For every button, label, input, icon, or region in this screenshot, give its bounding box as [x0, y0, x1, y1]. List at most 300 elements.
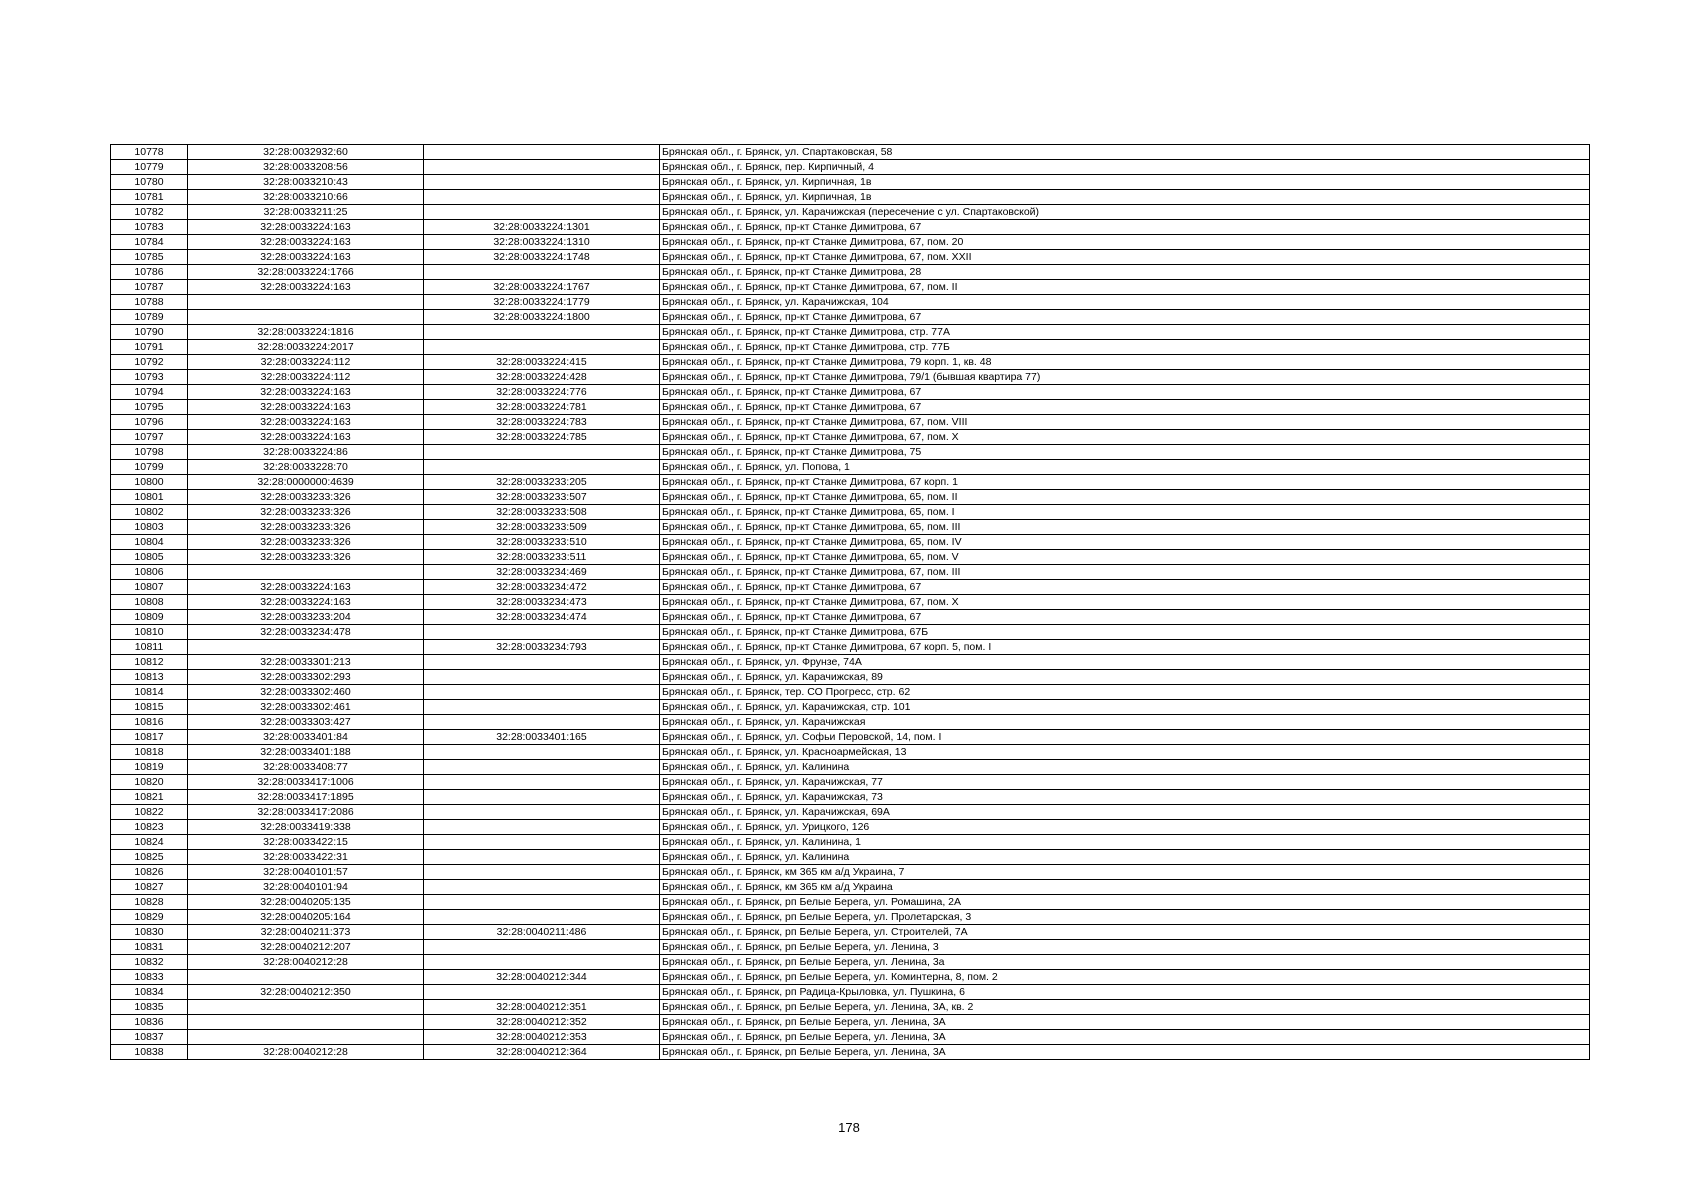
sub-object-cadastral-number-cell: [424, 700, 660, 715]
table-row: [111, 685, 1590, 700]
address-cell: Брянская обл., г. Брянск, пр-кт Станке Димитрова, 67: [660, 220, 1590, 235]
table-row: [111, 370, 1590, 385]
row-number-cell: 10798: [111, 445, 188, 460]
sub-object-cadastral-number-cell: [424, 685, 660, 700]
sub-object-cadastral-number-cell: [424, 805, 660, 820]
row-number-cell: 10778: [111, 145, 188, 160]
row-number-cell: 10786: [111, 265, 188, 280]
sub-object-cadastral-number-cell: 32:28:0033233:510: [424, 535, 660, 550]
row-number-cell: 10826: [111, 865, 188, 880]
table-row: [111, 265, 1590, 280]
table-row: [111, 880, 1590, 895]
cadastral-number-cell: 32:28:0033210:43: [188, 175, 424, 190]
cadastral-number-cell: 32:28:0033224:163: [188, 280, 424, 295]
cadastral-number-cell: 32:28:0033224:163: [188, 400, 424, 415]
sub-object-cadastral-number-cell: [424, 760, 660, 775]
row-number-cell: 10808: [111, 595, 188, 610]
cadastral-number-cell: 32:28:0033401:84: [188, 730, 424, 745]
table-row: [111, 325, 1590, 340]
row-number-cell: 10780: [111, 175, 188, 190]
registry-table: [110, 144, 1590, 1060]
sub-object-cadastral-number-cell: 32:28:0033233:511: [424, 550, 660, 565]
address-cell: Брянская обл., г. Брянск, пр-кт Станке Димитрова, 67: [660, 385, 1590, 400]
row-number-cell: 10819: [111, 760, 188, 775]
sub-object-cadastral-number-cell: [424, 715, 660, 730]
table-row: [111, 280, 1590, 295]
cadastral-number-cell: 32:28:0033224:1766: [188, 265, 424, 280]
cadastral-number-cell: 32:28:0040212:350: [188, 985, 424, 1000]
cadastral-number-cell: [188, 640, 424, 655]
address-cell: Брянская обл., г. Брянск, пр-кт Станке Димитрова, 67: [660, 610, 1590, 625]
row-number-cell: 10787: [111, 280, 188, 295]
table-row: [111, 655, 1590, 670]
cadastral-number-cell: 32:28:0040212:28: [188, 1045, 424, 1060]
cadastral-number-cell: 32:28:0033224:163: [188, 220, 424, 235]
address-cell: Брянская обл., г. Брянск, ул. Карачижская, стр. 101: [660, 700, 1590, 715]
table-row: [111, 1000, 1590, 1015]
sub-object-cadastral-number-cell: 32:28:0033224:785: [424, 430, 660, 445]
cadastral-number-cell: 32:28:0033211:25: [188, 205, 424, 220]
address-cell: Брянская обл., г. Брянск, км 365 км а/д Украина, 7: [660, 865, 1590, 880]
address-cell: Брянская обл., г. Брянск, пр-кт Станке Димитрова, 75: [660, 445, 1590, 460]
sub-object-cadastral-number-cell: 32:28:0033224:1767: [424, 280, 660, 295]
sub-object-cadastral-number-cell: [424, 745, 660, 760]
table-row: [111, 310, 1590, 325]
row-number-cell: 10834: [111, 985, 188, 1000]
cadastral-number-cell: 32:28:0033419:338: [188, 820, 424, 835]
address-cell: Брянская обл., г. Брянск, пр-кт Станке Димитрова, 67Б: [660, 625, 1590, 640]
sub-object-cadastral-number-cell: 32:28:0040211:486: [424, 925, 660, 940]
address-cell: Брянская обл., г. Брянск, пр-кт Станке Димитрова, 67, пом. II: [660, 280, 1590, 295]
address-cell: Брянская обл., г. Брянск, км 365 км а/д Украина: [660, 880, 1590, 895]
table-row: [111, 475, 1590, 490]
table-row: [111, 595, 1590, 610]
address-cell: Брянская обл., г. Брянск, пр-кт Станке Димитрова, 67: [660, 310, 1590, 325]
cadastral-number-cell: 32:28:0033208:56: [188, 160, 424, 175]
sub-object-cadastral-number-cell: [424, 985, 660, 1000]
row-number-cell: 10835: [111, 1000, 188, 1015]
row-number-cell: 10794: [111, 385, 188, 400]
row-number-cell: 10837: [111, 1030, 188, 1045]
address-cell: Брянская обл., г. Брянск, пр-кт Станке Димитрова, 28: [660, 265, 1590, 280]
address-cell: Брянская обл., г. Брянск, рп Белые Берега, ул. Ленина, 3а: [660, 955, 1590, 970]
address-cell: Брянская обл., г. Брянск, ул. Карачижская, 73: [660, 790, 1590, 805]
address-cell: Брянская обл., г. Брянск, ул. Калинина: [660, 760, 1590, 775]
row-number-cell: 10811: [111, 640, 188, 655]
sub-object-cadastral-number-cell: 32:28:0033224:428: [424, 370, 660, 385]
cadastral-number-cell: 32:28:0040212:28: [188, 955, 424, 970]
row-number-cell: 10814: [111, 685, 188, 700]
row-number-cell: 10807: [111, 580, 188, 595]
cadastral-number-cell: 32:28:0033224:86: [188, 445, 424, 460]
table-row: [111, 505, 1590, 520]
address-cell: Брянская обл., г. Брянск, ул. Карачижская, 104: [660, 295, 1590, 310]
sub-object-cadastral-number-cell: [424, 670, 660, 685]
sub-object-cadastral-number-cell: [424, 910, 660, 925]
sub-object-cadastral-number-cell: [424, 160, 660, 175]
address-cell: Брянская обл., г. Брянск, ул. Урицкого, 126: [660, 820, 1590, 835]
sub-object-cadastral-number-cell: [424, 865, 660, 880]
sub-object-cadastral-number-cell: [424, 340, 660, 355]
sub-object-cadastral-number-cell: [424, 790, 660, 805]
row-number-cell: 10824: [111, 835, 188, 850]
sub-object-cadastral-number-cell: [424, 835, 660, 850]
cadastral-number-cell: 32:28:0033233:326: [188, 535, 424, 550]
address-cell: Брянская обл., г. Брянск, пр-кт Станке Димитрова, 67, пом. X: [660, 595, 1590, 610]
address-cell: Брянская обл., г. Брянск, рп Белые Берега, ул. Ромашина, 2А: [660, 895, 1590, 910]
table-row: [111, 790, 1590, 805]
cadastral-number-cell: 32:28:0033233:326: [188, 505, 424, 520]
row-number-cell: 10831: [111, 940, 188, 955]
cadastral-number-cell: 32:28:0033303:427: [188, 715, 424, 730]
table-row: [111, 985, 1590, 1000]
cadastral-number-cell: 32:28:0033417:2086: [188, 805, 424, 820]
address-cell: Брянская обл., г. Брянск, ул. Попова, 1: [660, 460, 1590, 475]
row-number-cell: 10810: [111, 625, 188, 640]
address-cell: Брянская обл., г. Брянск, пр-кт Станке Димитрова, 79/1 (бывшая квартира 77): [660, 370, 1590, 385]
row-number-cell: 10800: [111, 475, 188, 490]
cadastral-number-cell: 32:28:0033224:163: [188, 430, 424, 445]
sub-object-cadastral-number-cell: [424, 625, 660, 640]
cadastral-number-cell: 32:28:0033224:163: [188, 415, 424, 430]
table-row: [111, 670, 1590, 685]
row-number-cell: 10779: [111, 160, 188, 175]
sub-object-cadastral-number-cell: 32:28:0040212:351: [424, 1000, 660, 1015]
table-row: [111, 730, 1590, 745]
address-cell: Брянская обл., г. Брянск, пр-кт Станке Димитрова, 67: [660, 400, 1590, 415]
sub-object-cadastral-number-cell: [424, 820, 660, 835]
cadastral-number-cell: [188, 295, 424, 310]
row-number-cell: 10818: [111, 745, 188, 760]
table-row: [111, 1030, 1590, 1045]
cadastral-number-cell: 32:28:0033224:163: [188, 385, 424, 400]
address-cell: Брянская обл., г. Брянск, пр-кт Станке Димитрова, 65, пом. I: [660, 505, 1590, 520]
registry-table-body: [111, 145, 1590, 1060]
table-row: [111, 760, 1590, 775]
table-row: [111, 145, 1590, 160]
table-row: [111, 925, 1590, 940]
cadastral-number-cell: 32:28:0040205:164: [188, 910, 424, 925]
cadastral-number-cell: 32:28:0040101:57: [188, 865, 424, 880]
cadastral-number-cell: [188, 970, 424, 985]
address-cell: Брянская обл., г. Брянск, пр-кт Станке Димитрова, 67 корп. 5, пом. I: [660, 640, 1590, 655]
table-row: [111, 565, 1590, 580]
address-cell: Брянская обл., г. Брянск, пр-кт Станке Димитрова, 67, пом. X: [660, 430, 1590, 445]
address-cell: Брянская обл., г. Брянск, ул. Калинина: [660, 850, 1590, 865]
sub-object-cadastral-number-cell: [424, 850, 660, 865]
address-cell: Брянская обл., г. Брянск, рп Белые Берега, ул. Ленина, 3А, кв. 2: [660, 1000, 1590, 1015]
address-cell: Брянская обл., г. Брянск, ул. Кирпичная, 1в: [660, 190, 1590, 205]
cadastral-number-cell: 32:28:0033422:15: [188, 835, 424, 850]
row-number-cell: 10804: [111, 535, 188, 550]
cadastral-number-cell: 32:28:0040205:135: [188, 895, 424, 910]
row-number-cell: 10806: [111, 565, 188, 580]
table-row: [111, 1015, 1590, 1030]
cadastral-number-cell: [188, 1000, 424, 1015]
sub-object-cadastral-number-cell: 32:28:0033234:793: [424, 640, 660, 655]
address-cell: Брянская обл., г. Брянск, ул. Карачижская: [660, 715, 1590, 730]
table-row: [111, 535, 1590, 550]
address-cell: Брянская обл., г. Брянск, ул. Карачижская, 77: [660, 775, 1590, 790]
address-cell: Брянская обл., г. Брянск, ул. Красноармейская, 13: [660, 745, 1590, 760]
address-cell: Брянская обл., г. Брянск, рп Белые Берега, ул. Ленина, 3А: [660, 1045, 1590, 1060]
sub-object-cadastral-number-cell: 32:28:0033233:205: [424, 475, 660, 490]
table-row: [111, 820, 1590, 835]
table-row: [111, 520, 1590, 535]
sub-object-cadastral-number-cell: [424, 175, 660, 190]
sub-object-cadastral-number-cell: 32:28:0033224:1301: [424, 220, 660, 235]
sub-object-cadastral-number-cell: 32:28:0033224:781: [424, 400, 660, 415]
table-row: [111, 850, 1590, 865]
cadastral-number-cell: 32:28:0033233:326: [188, 520, 424, 535]
row-number-cell: 10803: [111, 520, 188, 535]
sub-object-cadastral-number-cell: 32:28:0033234:474: [424, 610, 660, 625]
page-number: 178: [838, 1120, 860, 1135]
address-cell: Брянская обл., г. Брянск, пр-кт Станке Димитрова, 67, пом. VIII: [660, 415, 1590, 430]
cadastral-number-cell: 32:28:0033233:204: [188, 610, 424, 625]
address-cell: Брянская обл., г. Брянск, рп Белые Берега, ул. Пролетарская, 3: [660, 910, 1590, 925]
cadastral-number-cell: 32:28:0040212:207: [188, 940, 424, 955]
table-row: [111, 775, 1590, 790]
table-row: [111, 175, 1590, 190]
cadastral-number-cell: 32:28:0033401:188: [188, 745, 424, 760]
address-cell: Брянская обл., г. Брянск, пр-кт Станке Димитрова, 79 корп. 1, кв. 48: [660, 355, 1590, 370]
cadastral-number-cell: 32:28:0033224:163: [188, 595, 424, 610]
row-number-cell: 10789: [111, 310, 188, 325]
sub-object-cadastral-number-cell: 32:28:0033224:776: [424, 385, 660, 400]
table-row: [111, 895, 1590, 910]
cadastral-number-cell: 32:28:0033302:461: [188, 700, 424, 715]
cadastral-number-cell: 32:28:0033408:77: [188, 760, 424, 775]
row-number-cell: 10820: [111, 775, 188, 790]
table-row: [111, 835, 1590, 850]
address-cell: Брянская обл., г. Брянск, пр-кт Станке Димитрова, 67: [660, 580, 1590, 595]
sub-object-cadastral-number-cell: [424, 205, 660, 220]
cadastral-number-cell: 32:28:0033302:293: [188, 670, 424, 685]
cadastral-number-cell: 32:28:0032932:60: [188, 145, 424, 160]
sub-object-cadastral-number-cell: [424, 775, 660, 790]
table-row: [111, 610, 1590, 625]
cadastral-number-cell: 32:28:0033422:31: [188, 850, 424, 865]
sub-object-cadastral-number-cell: 32:28:0033224:415: [424, 355, 660, 370]
address-cell: Брянская обл., г. Брянск, ул. Фрунзе, 74А: [660, 655, 1590, 670]
row-number-cell: 10809: [111, 610, 188, 625]
table-row: [111, 580, 1590, 595]
row-number-cell: 10838: [111, 1045, 188, 1060]
address-cell: Брянская обл., г. Брянск, ул. Карачижская (пересечение с ул. Спартаковской): [660, 205, 1590, 220]
cadastral-number-cell: 32:28:0033224:1816: [188, 325, 424, 340]
row-number-cell: 10791: [111, 340, 188, 355]
table-row: [111, 700, 1590, 715]
sub-object-cadastral-number-cell: 32:28:0033234:472: [424, 580, 660, 595]
row-number-cell: 10781: [111, 190, 188, 205]
sub-object-cadastral-number-cell: [424, 460, 660, 475]
address-cell: Брянская обл., г. Брянск, пр-кт Станке Димитрова, 65, пом. II: [660, 490, 1590, 505]
table-row: [111, 205, 1590, 220]
table-row: [111, 460, 1590, 475]
row-number-cell: 10783: [111, 220, 188, 235]
row-number-cell: 10816: [111, 715, 188, 730]
table-row: [111, 430, 1590, 445]
address-cell: Брянская обл., г. Брянск, ул. Карачижская, 69А: [660, 805, 1590, 820]
cadastral-number-cell: [188, 310, 424, 325]
sub-object-cadastral-number-cell: 32:28:0040212:352: [424, 1015, 660, 1030]
row-number-cell: 10785: [111, 250, 188, 265]
row-number-cell: 10793: [111, 370, 188, 385]
sub-object-cadastral-number-cell: 32:28:0040212:344: [424, 970, 660, 985]
row-number-cell: 10828: [111, 895, 188, 910]
cadastral-number-cell: 32:28:0040211:373: [188, 925, 424, 940]
table-row: [111, 490, 1590, 505]
row-number-cell: 10812: [111, 655, 188, 670]
address-cell: Брянская обл., г. Брянск, ул. Кирпичная, 1в: [660, 175, 1590, 190]
cadastral-number-cell: [188, 1030, 424, 1045]
table-row: [111, 250, 1590, 265]
sub-object-cadastral-number-cell: 32:28:0033224:1800: [424, 310, 660, 325]
table-row: [111, 550, 1590, 565]
row-number-cell: 10790: [111, 325, 188, 340]
address-cell: Брянская обл., г. Брянск, пер. Кирпичный, 4: [660, 160, 1590, 175]
sub-object-cadastral-number-cell: 32:28:0033224:1779: [424, 295, 660, 310]
cadastral-number-cell: 32:28:0033233:326: [188, 490, 424, 505]
row-number-cell: 10792: [111, 355, 188, 370]
row-number-cell: 10836: [111, 1015, 188, 1030]
row-number-cell: 10801: [111, 490, 188, 505]
row-number-cell: 10795: [111, 400, 188, 415]
address-cell: Брянская обл., г. Брянск, пр-кт Станке Димитрова, 67, пом. XXII: [660, 250, 1590, 265]
table-row: [111, 1045, 1590, 1060]
table-row: [111, 625, 1590, 640]
cadastral-number-cell: [188, 565, 424, 580]
sub-object-cadastral-number-cell: 32:28:0040212:353: [424, 1030, 660, 1045]
table-row: [111, 415, 1590, 430]
row-number-cell: 10805: [111, 550, 188, 565]
table-row: [111, 355, 1590, 370]
sub-object-cadastral-number-cell: [424, 325, 660, 340]
table-row: [111, 955, 1590, 970]
sub-object-cadastral-number-cell: [424, 880, 660, 895]
sub-object-cadastral-number-cell: [424, 445, 660, 460]
row-number-cell: 10817: [111, 730, 188, 745]
address-cell: Брянская обл., г. Брянск, ул. Карачижская, 89: [660, 670, 1590, 685]
address-cell: Брянская обл., г. Брянск, пр-кт Станке Димитрова, 67, пом. III: [660, 565, 1590, 580]
address-cell: Брянская обл., г. Брянск, пр-кт Станке Димитрова, 67, пом. 20: [660, 235, 1590, 250]
sub-object-cadastral-number-cell: [424, 265, 660, 280]
sub-object-cadastral-number-cell: 32:28:0033233:508: [424, 505, 660, 520]
sub-object-cadastral-number-cell: [424, 145, 660, 160]
row-number-cell: 10821: [111, 790, 188, 805]
sub-object-cadastral-number-cell: 32:28:0033234:469: [424, 565, 660, 580]
row-number-cell: 10830: [111, 925, 188, 940]
table-row: [111, 295, 1590, 310]
table-row: [111, 940, 1590, 955]
sub-object-cadastral-number-cell: [424, 895, 660, 910]
sub-object-cadastral-number-cell: 32:28:0033234:473: [424, 595, 660, 610]
row-number-cell: 10788: [111, 295, 188, 310]
row-number-cell: 10815: [111, 700, 188, 715]
cadastral-number-cell: 32:28:0033224:2017: [188, 340, 424, 355]
address-cell: Брянская обл., г. Брянск, пр-кт Станке Димитрова, 65, пом. V: [660, 550, 1590, 565]
sub-object-cadastral-number-cell: 32:28:0033224:1310: [424, 235, 660, 250]
table-row: [111, 805, 1590, 820]
address-cell: Брянская обл., г. Брянск, ул. Спартаковская, 58: [660, 145, 1590, 160]
address-cell: Брянская обл., г. Брянск, рп Белые Берега, ул. Ленина, 3А: [660, 1015, 1590, 1030]
cadastral-number-cell: 32:28:0040101:94: [188, 880, 424, 895]
row-number-cell: 10823: [111, 820, 188, 835]
cadastral-number-cell: [188, 1015, 424, 1030]
address-cell: Брянская обл., г. Брянск, ул. Софьи Перовской, 14, пом. I: [660, 730, 1590, 745]
row-number-cell: 10827: [111, 880, 188, 895]
table-row: [111, 910, 1590, 925]
sub-object-cadastral-number-cell: [424, 655, 660, 670]
sub-object-cadastral-number-cell: [424, 940, 660, 955]
table-row: [111, 865, 1590, 880]
table-row: [111, 445, 1590, 460]
sub-object-cadastral-number-cell: 32:28:0040212:364: [424, 1045, 660, 1060]
row-number-cell: 10797: [111, 430, 188, 445]
table-row: [111, 235, 1590, 250]
cadastral-number-cell: 32:28:0033228:70: [188, 460, 424, 475]
table-row: [111, 160, 1590, 175]
row-number-cell: 10799: [111, 460, 188, 475]
sub-object-cadastral-number-cell: 32:28:0033224:783: [424, 415, 660, 430]
sub-object-cadastral-number-cell: [424, 955, 660, 970]
address-cell: Брянская обл., г. Брянск, рп Белые Берега, ул. Строителей, 7А: [660, 925, 1590, 940]
row-number-cell: 10833: [111, 970, 188, 985]
cadastral-number-cell: 32:28:0033302:460: [188, 685, 424, 700]
row-number-cell: 10782: [111, 205, 188, 220]
row-number-cell: 10832: [111, 955, 188, 970]
address-cell: Брянская обл., г. Брянск, пр-кт Станке Димитрова, стр. 77Б: [660, 340, 1590, 355]
cadastral-number-cell: 32:28:0033224:112: [188, 355, 424, 370]
address-cell: Брянская обл., г. Брянск, рп Белые Берега, ул. Коминтерна, 8, пом. 2: [660, 970, 1590, 985]
row-number-cell: 10796: [111, 415, 188, 430]
address-cell: Брянская обл., г. Брянск, ул. Калинина, 1: [660, 835, 1590, 850]
table-row: [111, 340, 1590, 355]
table-row: [111, 715, 1590, 730]
sub-object-cadastral-number-cell: [424, 190, 660, 205]
address-cell: Брянская обл., г. Брянск, тер. СО Прогресс, стр. 62: [660, 685, 1590, 700]
sub-object-cadastral-number-cell: 32:28:0033233:507: [424, 490, 660, 505]
row-number-cell: 10822: [111, 805, 188, 820]
table-row: [111, 640, 1590, 655]
address-cell: Брянская обл., г. Брянск, пр-кт Станке Димитрова, 65, пом. IV: [660, 535, 1590, 550]
table-row: [111, 385, 1590, 400]
table-row: [111, 970, 1590, 985]
cadastral-number-cell: 32:28:0033224:163: [188, 250, 424, 265]
cadastral-number-cell: 32:28:0033417:1006: [188, 775, 424, 790]
cadastral-number-cell: 32:28:0033417:1895: [188, 790, 424, 805]
cadastral-number-cell: 32:28:0000000:4639: [188, 475, 424, 490]
table-row: [111, 745, 1590, 760]
cadastral-number-cell: 32:28:0033224:112: [188, 370, 424, 385]
sub-object-cadastral-number-cell: 32:28:0033233:509: [424, 520, 660, 535]
table-row: [111, 400, 1590, 415]
sub-object-cadastral-number-cell: 32:28:0033401:165: [424, 730, 660, 745]
address-cell: Брянская обл., г. Брянск, рп Белые Берега, ул. Ленина, 3: [660, 940, 1590, 955]
address-cell: Брянская обл., г. Брянск, рп Белые Берега, ул. Ленина, 3А: [660, 1030, 1590, 1045]
cadastral-number-cell: 32:28:0033224:163: [188, 235, 424, 250]
address-cell: Брянская обл., г. Брянск, пр-кт Станке Димитрова, стр. 77А: [660, 325, 1590, 340]
row-number-cell: 10784: [111, 235, 188, 250]
cadastral-number-cell: 32:28:0033301:213: [188, 655, 424, 670]
cadastral-number-cell: 32:28:0033233:326: [188, 550, 424, 565]
cadastral-number-cell: 32:28:0033224:163: [188, 580, 424, 595]
table-row: [111, 190, 1590, 205]
row-number-cell: 10802: [111, 505, 188, 520]
cadastral-number-cell: 32:28:0033210:66: [188, 190, 424, 205]
table-row: [111, 220, 1590, 235]
